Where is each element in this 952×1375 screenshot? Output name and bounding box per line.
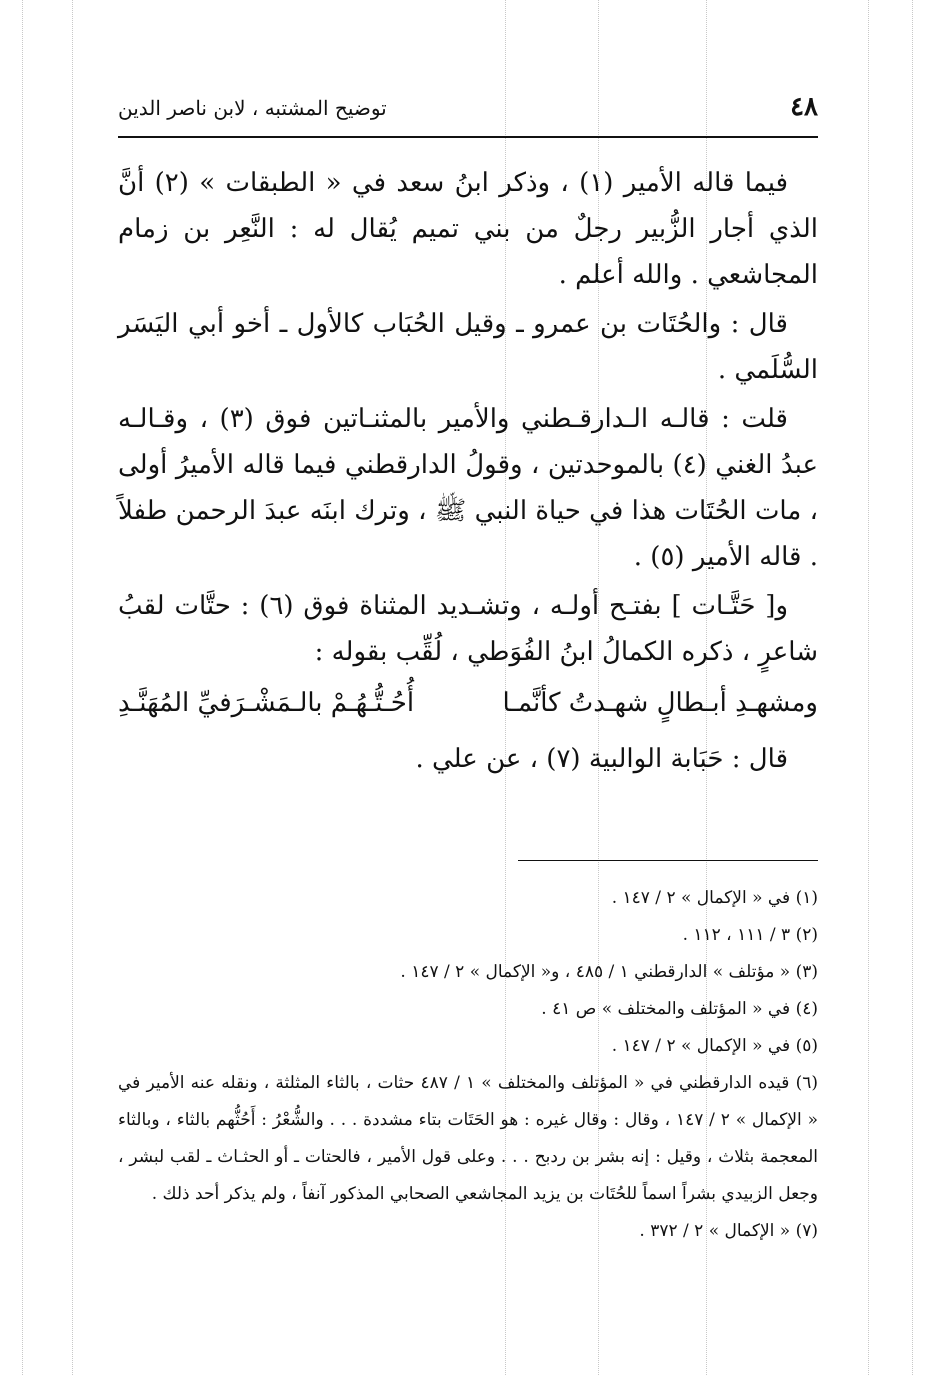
main-text — [118, 160, 818, 785]
page-number: ٤٨ — [790, 92, 818, 122]
scan-artifact-line — [868, 0, 869, 1375]
footnote: (٢) ٣ / ١١١ ، ١١٢ . — [682, 925, 818, 945]
scan-artifact-line — [72, 0, 73, 1375]
poetry-verse — [118, 678, 818, 728]
footnote: (١) في « الإكمال » ٢ / ١٤٧ . — [611, 888, 818, 908]
paragraph: قال : والحُتَات بن عمرو ـ وقيل الحُبَاب كالأول ـ أخو أبي اليَسَر السُّلَمي . — [118, 309, 818, 385]
header-rule — [118, 136, 818, 138]
footnote: (٧) « الإكمال » ٢ / ٣٧٢ . — [639, 1221, 818, 1241]
running-title: توضيح المشتبه ، لابن ناصر الدين — [118, 96, 387, 120]
footnote: (٥) في « الإكمال » ٢ / ١٤٧ . — [611, 1036, 818, 1056]
footnote: (٣) « مؤتلف » الدارقطني ١ / ٤٨٥ ، و« الإكمال » ٢ / ١٤٧ . — [400, 962, 818, 982]
paragraph: فيما قاله الأمير (١) ، وذكر ابنُ سعد في « الطبقات » (٢) أنَّ الذي أجار الزُّبير رجلٌ من بني تميم يُقال له : النَّعِر بن زمام المجاشعي . والله أعلم . — [118, 168, 818, 290]
footnote: (٤) في « المؤتلف والمختلف » ص ٤١ . — [541, 999, 818, 1019]
scan-artifact-line — [912, 0, 913, 1375]
footnote: (٦) قيده الدارقطني في « المؤتلف والمختلف » ١ / ٤٨٧ حثات ، بالثاء المثلثة ، ونقله عنه الأمير في « الإكمال » ٢ / ١٤٧ ، وقال : وقال غيره : هو الحَتَات بتاء مشددة . . . والشُّعْرُ : أَحُثُّهم بالثاء ، وبالثاء المعجمة بثلاث ، وقيل : إنه بشر بن ردبح . . . وعلى قول الأمير ، فالحتات ـ أو الحثـاث ـ لقب لبشر ، وجعل الزبيدي بشراً اسماً للحُتَات بن يزيد المجاشعي الصحابي المذكور آنفاً ، ولم يذكر أحد ذلك . — [118, 1073, 818, 1204]
verse-first-hemistich: ومشهـدِ أبـطالٍ شهـدتُ كأنَّمـا — [502, 688, 818, 718]
footnote-rule — [518, 860, 818, 861]
verse-second-hemistich: أُحُـتُّـهُـمْ بالـمَشْـرَفيِّ المُهَنَّـدِ — [118, 688, 415, 718]
paragraph: قلت : قالـه الـدارقـطني والأمير بالمثنـاتين فوق (٣) ، وقـالـه عبدُ الغني (٤) بالموحدتين ، وقولُ الدارقطني فيما قاله الأميرُ أولى ، مات الحُتَات هذا في حياة النبي ﷺ ، وترك ابنَه عبدَ الرحمن طفلاً . قاله الأمير (٥) . — [118, 404, 818, 572]
footnotes — [118, 880, 818, 1250]
page-header — [118, 92, 818, 122]
scan-artifact-line — [22, 0, 23, 1375]
paragraph: قال : حَبَابة الوالبية (٧) ، عن علي . — [415, 744, 788, 774]
paragraph: و[ حَتَّـات ] بفتـح أولـه ، وتشـديد المثناة فوق (٦) : حتَّات لقبُ شاعرٍ ، ذكره الكمالُ ابنُ الفُوَطي ، لُقِّب بقوله : — [118, 591, 818, 667]
